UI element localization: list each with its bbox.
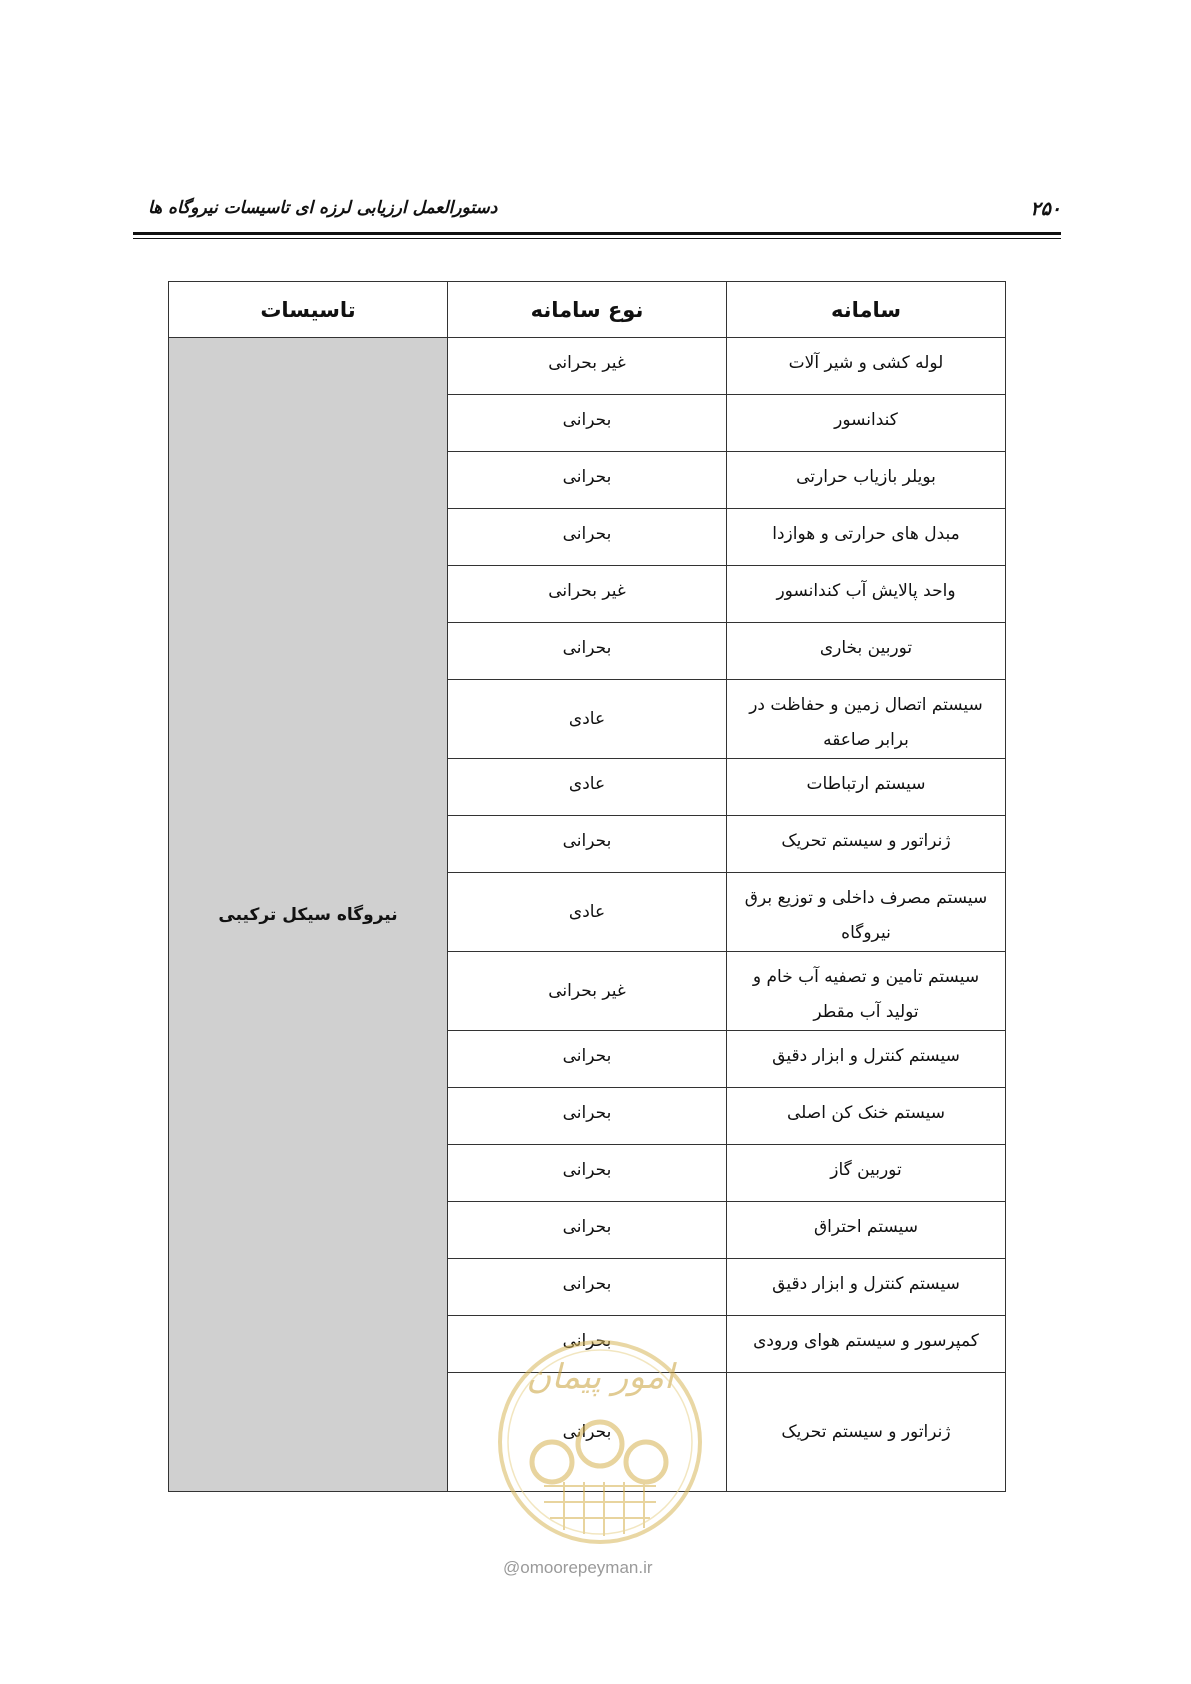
cell-system: مبدل های حرارتی و هوازدا (727, 509, 1006, 566)
cell-type: بحرانی (448, 509, 727, 566)
cell-type: عادی (448, 873, 727, 952)
stamp-text: امور پیمان (526, 1357, 674, 1397)
cell-system: ژنراتور و سیستم تحریک (727, 816, 1006, 873)
running-title: دستورالعمل ارزیابی لرزه ای تاسیسات نیروگاه ها (148, 198, 498, 218)
header-facility: تاسیسات (169, 282, 448, 338)
stamp-logo (494, 1336, 706, 1548)
cell-type: بحرانی (448, 1145, 727, 1202)
cell-system: توربین گاز (727, 1145, 1006, 1202)
header-type: نوع سامانه (448, 282, 727, 338)
cell-system: لوله کشی و شیر آلات (727, 338, 1006, 395)
cell-type: بحرانی (448, 1031, 727, 1088)
watermark-url: @omoorepeyman.ir (503, 1558, 653, 1577)
table-row (169, 338, 1006, 395)
header-rule-thin (133, 238, 1061, 239)
cell-type: بحرانی (448, 1373, 727, 1492)
cell-type: بحرانی (448, 1202, 727, 1259)
cell-system: سیستم خنک کن اصلی (727, 1088, 1006, 1145)
page-header (133, 198, 1061, 224)
header-system: سامانه (727, 282, 1006, 338)
cell-system: سیستم اتصال زمین و حفاظت در برابر صاعقه (727, 680, 1006, 759)
cell-type: بحرانی (448, 452, 727, 509)
cell-type: بحرانی (448, 623, 727, 680)
cell-system: بویلر بازیاب حرارتی (727, 452, 1006, 509)
cell-system: سیستم کنترل و ابزار دقیق (727, 1031, 1006, 1088)
cell-system: سیستم ارتباطات (727, 759, 1006, 816)
cell-type: بحرانی (448, 1316, 727, 1373)
cell-type: غیر بحرانی (448, 338, 727, 395)
cell-system: کندانسور (727, 395, 1006, 452)
cell-type: بحرانی (448, 1259, 727, 1316)
cell-type: بحرانی (448, 1088, 727, 1145)
page-number: ۲۵۰ (1030, 198, 1061, 220)
cell-type: غیر بحرانی (448, 952, 727, 1031)
header-rule-thick (133, 232, 1061, 235)
systems-table (168, 281, 1006, 1492)
cell-system: ژنراتور و سیستم تحریک (727, 1373, 1006, 1492)
cell-system: واحد پالایش آب کندانسور (727, 566, 1006, 623)
table-body (169, 338, 1006, 1492)
cell-system: سیستم احتراق (727, 1202, 1006, 1259)
cell-system: توربین بخاری (727, 623, 1006, 680)
cell-facility: نیروگاه سیکل ترکیبی (169, 338, 448, 1492)
cell-type: عادی (448, 759, 727, 816)
cell-type: بحرانی (448, 395, 727, 452)
cell-system: کمپرسور و سیستم هوای ورودی (727, 1316, 1006, 1373)
cell-type: غیر بحرانی (448, 566, 727, 623)
cell-system: سیستم تامین و تصفیه آب خام و تولید آب مقطر (727, 952, 1006, 1031)
table-header-row (169, 282, 1006, 338)
cell-system: سیستم مصرف داخلی و توزیع برق نیروگاه (727, 873, 1006, 952)
cell-type: عادی (448, 680, 727, 759)
cell-type: بحرانی (448, 816, 727, 873)
cell-system: سیستم کنترل و ابزار دقیق (727, 1259, 1006, 1316)
